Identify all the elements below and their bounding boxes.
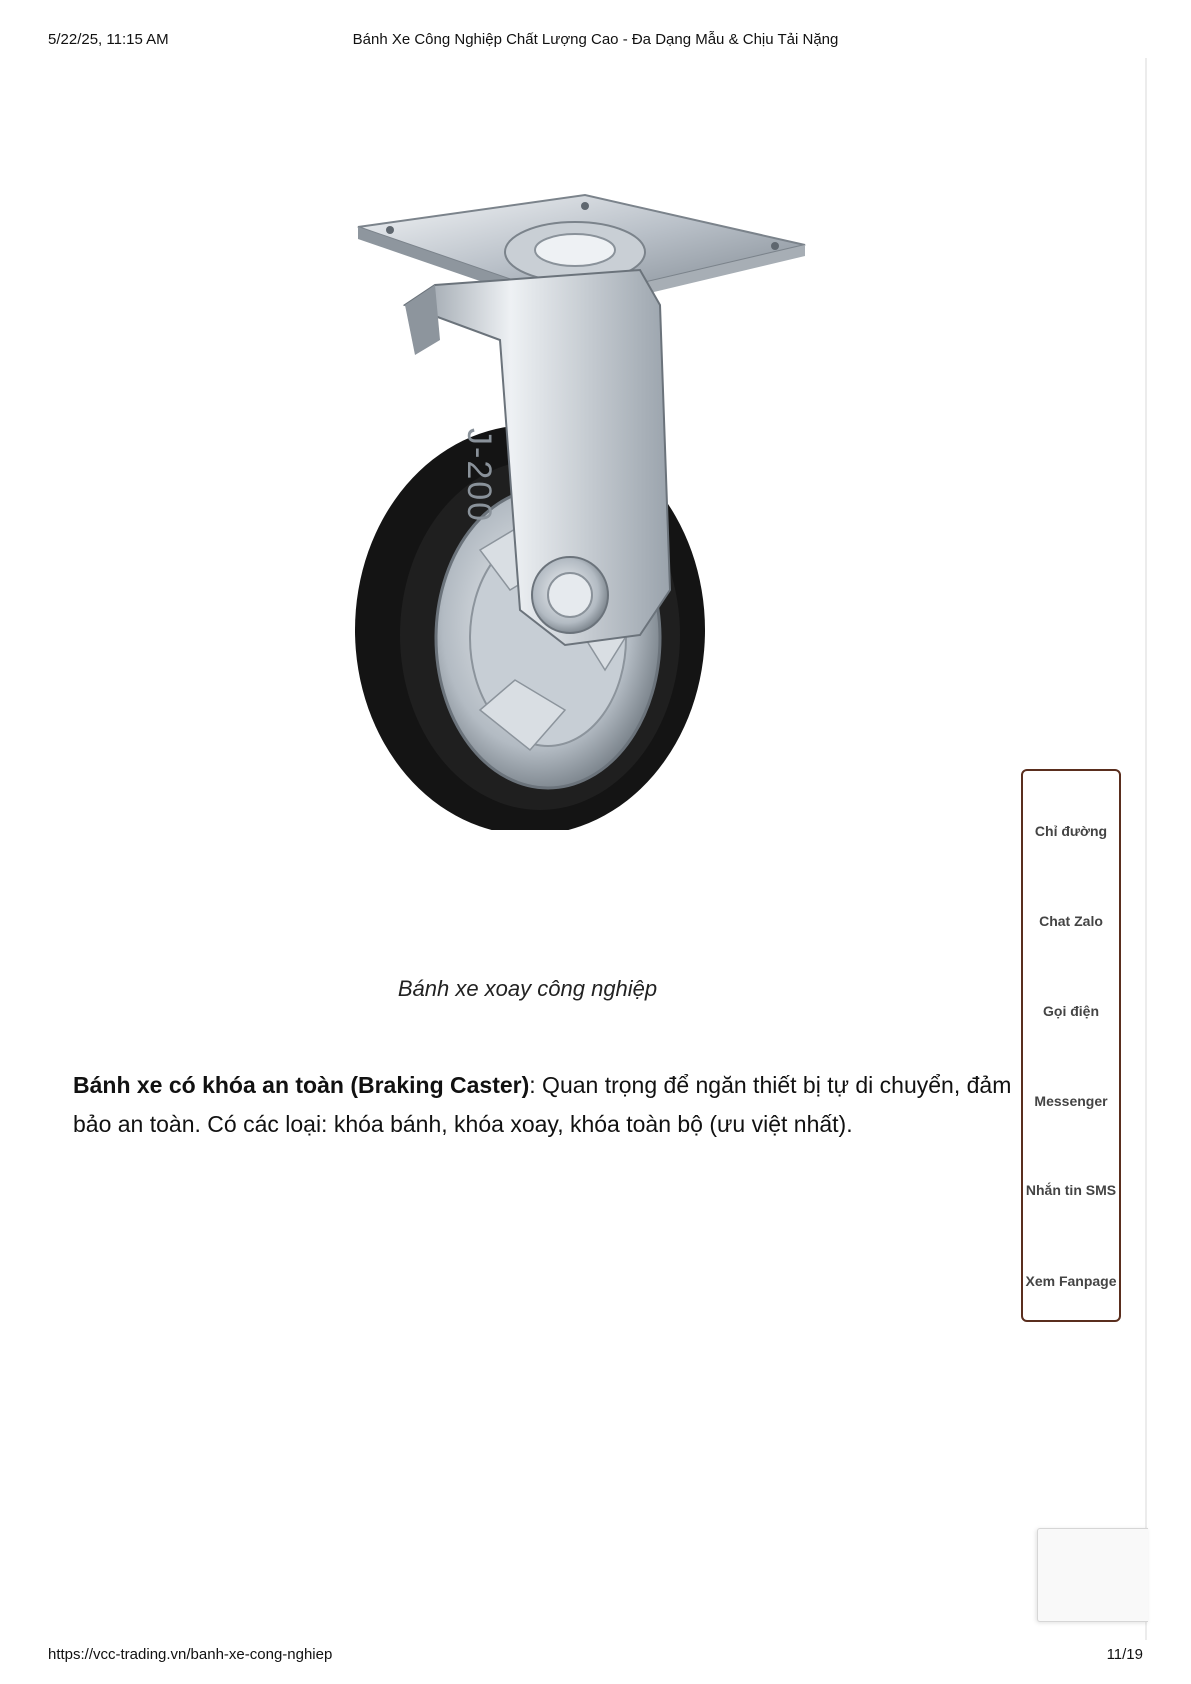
page-edge-divider	[1145, 58, 1147, 1640]
paragraph-text: : Quan trọng để ngăn thiết bị tự di chuyển, đảm bảo an toàn. Có các loại: khóa bánh, khóa xoay, khóa toàn bộ (ưu việt nhất).	[73, 1072, 1012, 1137]
recaptcha-badge[interactable]	[1037, 1528, 1148, 1622]
messenger-button[interactable]: Messenger	[1034, 1093, 1108, 1109]
directions-button[interactable]: Chỉ đường	[1034, 823, 1108, 839]
figure-caption: Bánh xe xoay công nghiệp	[397, 976, 658, 1001]
print-page-title: Bánh Xe Công Nghiệp Chất Lượng Cao - Đa Dạng Mẫu & Chịu Tải Nặng	[352, 31, 839, 48]
paragraph-bold-lead: Bánh xe có khóa an toàn (Braking Caster)	[73, 1072, 530, 1098]
floating-contact-panel	[1021, 769, 1121, 1322]
sms-button[interactable]: Nhắn tin SMS	[1025, 1182, 1117, 1198]
print-url: https://vcc-trading.vn/banh-xe-cong-nghiep	[48, 1646, 333, 1663]
call-button[interactable]: Gọi điện	[1043, 1003, 1099, 1019]
braking-caster-paragraph	[73, 1066, 1023, 1144]
print-datetime: 5/22/25, 11:15 AM	[48, 31, 169, 48]
print-page-number: 11/19	[1106, 1646, 1143, 1663]
swivel-caster-image	[230, 190, 830, 830]
chat-zalo-button[interactable]: Chat Zalo	[1039, 913, 1103, 929]
caster-stamp-label: J-200	[460, 428, 498, 524]
fanpage-button[interactable]: Xem Fanpage	[1025, 1273, 1117, 1289]
